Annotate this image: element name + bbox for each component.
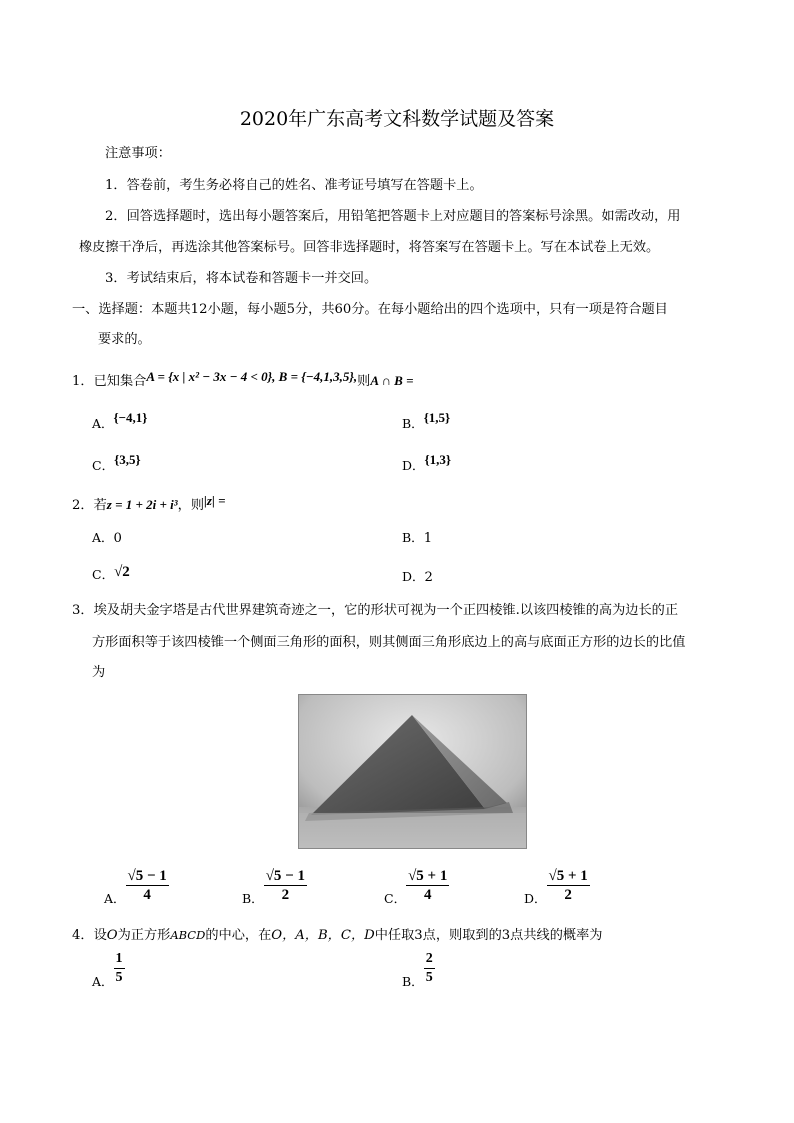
q1-suffix: 则	[357, 374, 371, 389]
question-1	[72, 369, 414, 391]
fraction-denominator: 5	[425, 970, 433, 985]
fraction-denominator: 2	[281, 887, 290, 903]
notice-item-2-cont: 橡皮擦干净后，再选涂其他答案标号。回答非选择题时，将答案写在答题卡上。写在本试卷上无效。	[79, 240, 660, 255]
option-fraction	[126, 867, 169, 904]
page-title: 2020年广东高考文科数学试题及答案	[239, 108, 555, 130]
fraction-denominator: 4	[143, 887, 151, 903]
fraction-numerator: √5 − 1	[127, 868, 167, 884]
q2-expr: z = 1 + 2i + i³	[106, 497, 178, 512]
option-value: 1	[423, 531, 433, 546]
option-letter: C．	[384, 891, 407, 906]
option-value: {1,3}	[424, 452, 452, 467]
q1-expr: A ∩ B =	[370, 373, 414, 388]
option-value: 2	[424, 570, 433, 585]
option-value: √2	[114, 564, 130, 580]
q4-square-abcd: ABCD	[170, 928, 206, 942]
fraction-denominator: 4	[423, 887, 432, 903]
fraction-numerator: 1	[114, 950, 125, 969]
section-heading: 一、选择题：本题共12小题，每小题5分，共60分。在每小题给出的四个选项中，只有一项是符合题目	[72, 302, 668, 317]
option-fraction	[424, 950, 435, 987]
q4-text-d: 中任取3点，则取到的3点共线的概率为	[374, 928, 603, 943]
fraction-numerator: √5 + 1	[548, 868, 588, 884]
q4-points: O，A，B，C，D	[271, 928, 375, 943]
q2-prefix: 2．若	[72, 498, 107, 513]
notice-item-1: 1．答卷前，考生务必将自己的姓名、准考证号填写在答题卡上。	[105, 178, 483, 193]
option-letter: B．	[402, 530, 424, 545]
option-letter: D．	[402, 569, 425, 584]
q4-text-b: 为正方形	[117, 928, 171, 943]
option-letter: C．	[92, 567, 115, 582]
question-3-line-1: 3．埃及胡夫金字塔是古代世界建筑奇迹之一，它的形状可视为一个正四棱锥.以该四棱锥的高为边长的正	[72, 603, 679, 618]
q2-option-c[interactable]	[92, 566, 130, 585]
q2-option-a[interactable]	[92, 529, 122, 548]
q2-suffix: ，则	[177, 498, 205, 513]
option-fraction	[264, 867, 307, 904]
fraction-numerator: 2	[424, 950, 435, 969]
pyramid-photo	[298, 694, 527, 849]
option-value: {1,5}	[423, 410, 451, 425]
fraction-denominator: 2	[564, 887, 572, 903]
q1-option-d[interactable]	[402, 451, 452, 473]
option-value: {3,5}	[114, 452, 141, 467]
option-letter: B．	[242, 891, 264, 906]
q3-option-a[interactable]	[104, 867, 169, 904]
q4-text-c: 的中心，在	[205, 928, 272, 943]
pyramid-drawing	[299, 695, 526, 848]
option-value: {−4,1}	[113, 410, 148, 425]
q1-option-b[interactable]	[402, 409, 451, 431]
option-letter: C．	[92, 458, 115, 473]
q3-option-b[interactable]	[242, 867, 307, 904]
option-value: 0	[113, 531, 122, 546]
notice-heading: 注意事项：	[105, 146, 171, 161]
option-letter: A．	[104, 891, 126, 906]
option-letter: D．	[524, 891, 547, 906]
question-2	[72, 493, 226, 515]
q2-abs: |z| =	[204, 493, 226, 508]
question-3-line-3: 为	[92, 665, 106, 680]
q3-option-d[interactable]	[524, 867, 590, 904]
q3-option-c[interactable]	[384, 867, 449, 904]
fraction-denominator: 5	[115, 970, 123, 985]
q2-option-b[interactable]	[402, 529, 432, 548]
option-letter: D．	[402, 458, 425, 473]
q2-option-d[interactable]	[402, 568, 433, 587]
option-letter: A．	[92, 974, 114, 989]
notice-item-2: 2．回答选择题时，选出每小题答案后，用铅笔把答题卡上对应题目的答案标号涂黑。如需改动，用	[105, 209, 681, 224]
option-letter: A．	[92, 530, 114, 545]
q4-option-a[interactable]	[92, 950, 125, 987]
q1-sets: A = {x | x² − 3x − 4 < 0}, B = {−4,1,3,5},	[146, 369, 358, 384]
section-heading-cont: 要求的。	[98, 332, 151, 347]
option-fraction	[406, 867, 449, 904]
notice-item-3: 3．考试结束后，将本试卷和答题卡一并交回。	[105, 271, 378, 286]
fraction-numerator: √5 + 1	[408, 868, 448, 884]
q1-option-a[interactable]	[92, 409, 148, 431]
fraction-numerator: √5 − 1	[265, 868, 305, 884]
q4-text-a: 4．设	[72, 928, 107, 943]
question-3-line-2: 方形面积等于该四棱锥一个侧面三角形的面积，则其侧面三角形底边上的高与底面正方形的边长的比值	[92, 635, 686, 650]
option-fraction	[547, 867, 590, 904]
option-letter: B．	[402, 974, 424, 989]
option-letter: A．	[92, 416, 114, 431]
option-letter: B．	[402, 416, 424, 431]
question-4	[72, 926, 603, 945]
option-fraction	[114, 950, 125, 987]
q4-option-b[interactable]	[402, 950, 435, 987]
q1-prefix: 1．已知集合	[72, 374, 147, 389]
q1-option-c[interactable]	[92, 451, 141, 473]
q4-point-o: O	[106, 928, 118, 943]
